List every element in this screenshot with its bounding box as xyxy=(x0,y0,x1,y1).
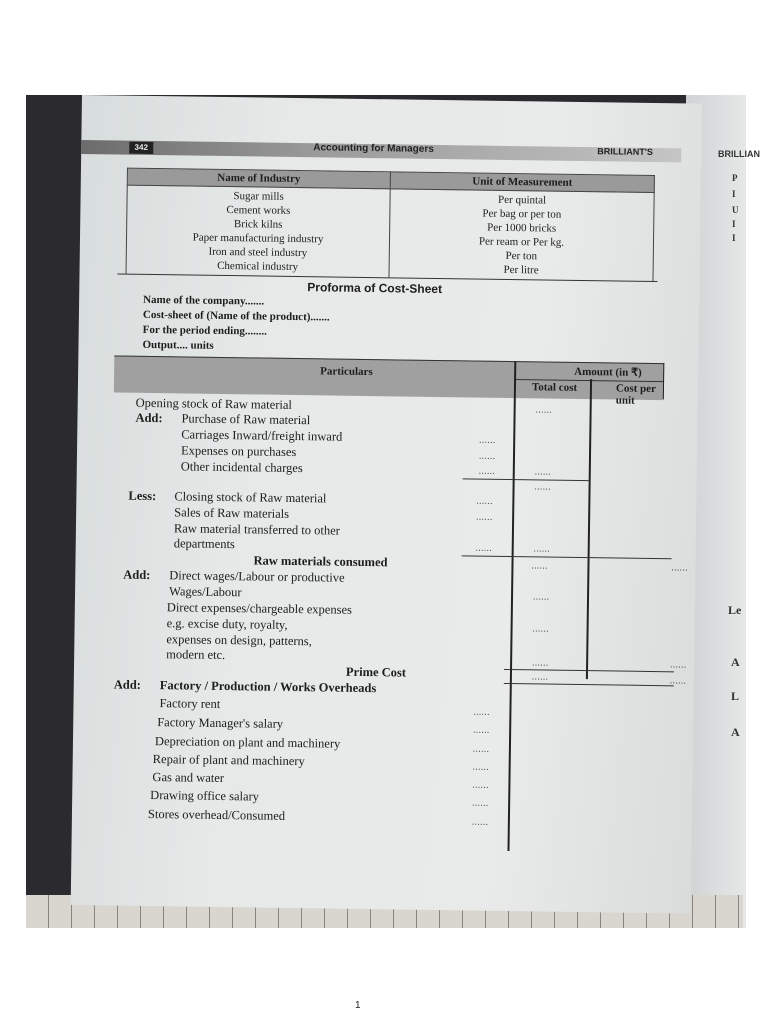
overheads-heading: Factory / Production / Works Overheads xyxy=(159,678,377,696)
book-page xyxy=(71,95,702,914)
amount-placeholder: ...... xyxy=(478,465,496,476)
sales-item: Sales of Raw materials xyxy=(174,505,290,521)
page-number-badge: 342 xyxy=(129,142,153,154)
running-title: Accounting for Managers xyxy=(313,142,434,155)
amount-placeholder: ...... xyxy=(535,404,553,415)
amount-placeholder: ...... xyxy=(471,816,489,827)
header-cost-per-unit: Cost per unit xyxy=(615,382,656,407)
amount-placeholder: ...... xyxy=(531,671,549,682)
amount-placeholder: ...... xyxy=(670,659,687,670)
amount-placeholder: ...... xyxy=(532,657,549,668)
overhead-item: Drawing office salary xyxy=(150,788,260,804)
transferred-item: Raw material transferred to other xyxy=(173,521,340,538)
purchase-expenses-item: Expenses on purchases xyxy=(180,443,297,460)
column-rule xyxy=(663,363,665,399)
header-total-cost: Total cost xyxy=(531,381,578,394)
subtotal-rule xyxy=(463,478,589,481)
industry-name: Paper manufacturing industry xyxy=(192,231,324,246)
industry-name: Brick kilns xyxy=(233,218,283,231)
industry-name: Iron and steel industry xyxy=(208,245,308,260)
adjacent-letter: I xyxy=(732,219,736,229)
amount-placeholder: ...... xyxy=(478,450,496,461)
adjacent-letter: L xyxy=(731,689,740,703)
amount-placeholder: ...... xyxy=(472,797,489,808)
adjacent-letter: A xyxy=(731,655,740,669)
output-line: Output.... units xyxy=(142,338,214,352)
amount-placeholder: ...... xyxy=(475,542,493,553)
overhead-item: Gas and water xyxy=(152,770,225,786)
amount-placeholder: ...... xyxy=(479,434,496,445)
overhead-item: Depreciation on plant and machinery xyxy=(154,734,341,751)
photo-of-book-page xyxy=(26,95,760,928)
subtotal-rule xyxy=(462,555,672,559)
amount-placeholder: ...... xyxy=(532,591,550,602)
unit-value: Per quintal xyxy=(498,193,547,207)
closing-stock-item: Closing stock of Raw material xyxy=(174,489,327,506)
direct-expenses-example: expenses on design, patterns, xyxy=(166,632,312,649)
adjacent-letter: A xyxy=(731,725,740,739)
column-rule xyxy=(507,361,516,851)
opening-stock: Opening stock of Raw material xyxy=(135,395,293,412)
prime-cost: Prime Cost xyxy=(345,664,407,680)
amount-placeholder: ...... xyxy=(472,779,489,790)
overhead-item: Factory Manager's salary xyxy=(157,715,284,731)
industry-name: Cement works xyxy=(226,204,291,217)
adjacent-letter: P xyxy=(732,173,738,183)
carriage-item: Carriages Inward/freight inward xyxy=(181,427,343,444)
header-particulars: Particulars xyxy=(320,365,373,379)
amount-placeholder: ...... xyxy=(532,623,550,634)
purchase-item: Purchase of Raw material xyxy=(181,411,311,428)
add-label: Add: xyxy=(123,567,151,583)
amount-placeholder: ...... xyxy=(476,511,493,522)
adjacent-letter: I xyxy=(732,233,736,243)
overhead-item: Stores overhead/Consumed xyxy=(147,806,286,823)
header-amount: Amount (in ₹) xyxy=(574,365,642,379)
publisher-mark: BRILLIANT'S xyxy=(597,146,653,157)
amount-placeholder: ...... xyxy=(534,466,552,477)
adjacent-page-header: BRILLIAN xyxy=(718,149,760,159)
amount-placeholder: ...... xyxy=(473,724,490,735)
adjacent-letter: Le xyxy=(728,603,742,617)
unit-column xyxy=(389,189,654,281)
amount-placeholder: ...... xyxy=(531,560,549,571)
add-label: Add: xyxy=(135,410,163,426)
unit-value: Per litre xyxy=(503,263,539,277)
subtotal-rule xyxy=(504,669,674,672)
raw-materials-consumed: Raw materials consumed xyxy=(253,553,388,570)
direct-expenses-item: Direct expenses/chargeable expenses xyxy=(166,600,353,617)
adjacent-letter: U xyxy=(732,205,739,215)
incidental-item: Other incidental charges xyxy=(180,459,303,476)
document-page-marker: 1 xyxy=(355,1000,361,1011)
less-label: Less: xyxy=(128,488,157,504)
product-line: Cost-sheet of (Name of the product)....... xyxy=(142,308,330,324)
unit-value: Per ton xyxy=(505,249,538,263)
company-name-line: Name of the company....... xyxy=(143,293,265,308)
add-label: Add: xyxy=(113,677,141,692)
period-line: For the period ending........ xyxy=(142,323,267,338)
subtotal-rule xyxy=(504,683,674,686)
col-header-unit: Unit of Measurement xyxy=(390,172,654,193)
amount-placeholder: ...... xyxy=(472,743,490,754)
direct-expenses-example: e.g. excise duty, royalty, xyxy=(166,616,288,632)
direct-wages-item-cont: Wages/Labour xyxy=(168,584,242,600)
unit-value: Per 1000 bricks xyxy=(487,221,557,235)
column-rule xyxy=(586,379,592,679)
industry-column xyxy=(126,185,390,277)
amount-placeholder: ...... xyxy=(671,562,689,573)
direct-expenses-example: modern etc. xyxy=(166,647,226,663)
overhead-item: Factory rent xyxy=(159,696,221,711)
unit-value: Per ream or Per kg. xyxy=(478,235,565,249)
amount-placeholder: ...... xyxy=(533,543,551,554)
industry-name: Chemical industry xyxy=(217,259,299,274)
amount-placeholder: ...... xyxy=(669,675,687,686)
transferred-item-cont: departments xyxy=(173,536,235,552)
adjacent-letter: I xyxy=(732,189,736,199)
industry-name: Sugar mills xyxy=(233,190,284,203)
amount-placeholder: ...... xyxy=(473,706,490,717)
col-header-industry: Name of Industry xyxy=(127,168,390,189)
amount-placeholder: ...... xyxy=(472,761,490,772)
direct-wages-item: Direct wages/Labour or productive xyxy=(169,568,345,585)
overhead-item: Repair of plant and machinery xyxy=(152,752,305,769)
section-title: Proforma of Cost-Sheet xyxy=(307,280,443,297)
industry-unit-table xyxy=(126,168,655,281)
unit-value: Per bag or per ton xyxy=(482,207,562,221)
amount-placeholder: ...... xyxy=(534,481,552,492)
amount-placeholder: ...... xyxy=(476,495,493,506)
